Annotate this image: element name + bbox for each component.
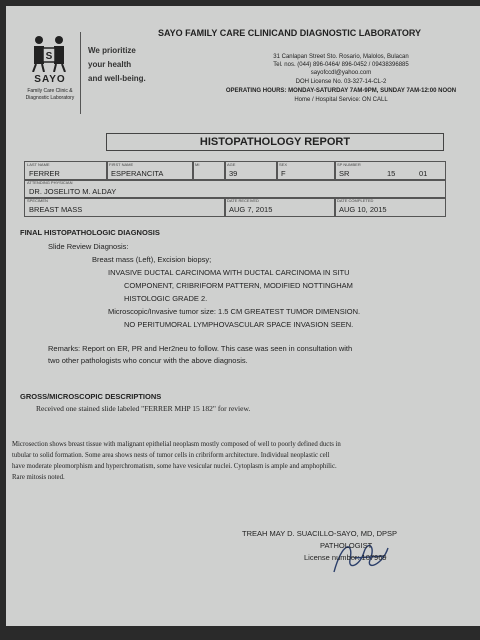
field-value: 01 [419,169,428,178]
age-field [224,161,278,181]
logo-subtitle: Family Care Clinic & Diagnostic Laboratory [25,88,75,101]
field-value: F [281,169,286,178]
field-value: AUG 10, 2015 [339,205,387,214]
diagnosis-line: HISTOLOGIC GRADE 2. [124,294,208,303]
gross-heading: GROSS/MICROSCOPIC DESCRIPTIONS [20,392,162,401]
field-label: AGE [227,162,236,167]
field-label: SP NUMBER [337,162,361,167]
field-label: FIRST NAME [109,162,134,167]
doh-license: DOH License No. 03-327-14-CL-2 [295,79,387,85]
gross-text: Received one stained slide labeled "FERRER MHP 15 182" for review. [36,404,251,413]
field-label: ATTENDING PHYSICIAN [27,180,73,185]
clinic-name: SAYO FAMILY CARE CLINICAND DIAGNOSTIC LABORATORY [158,28,422,38]
sp-number-field [334,161,446,181]
family-logo-icon [30,34,68,72]
report-page [6,6,480,626]
specimen-field [24,197,226,217]
diagnosis-line: Microscopic/Invasive tumor size: 1.5 CM GREATEST TUMOR DIMENSION. [108,307,361,316]
micro-line: tubular to solid formation. Some area shows nests of tumor cells in cribriform architecture. Individual neoplastic cell [12,452,330,459]
clinic-telephone: Tel. nos. (044) 896-0464/ 896-0452 / 09438396885 [273,62,409,68]
slide-review-label: Slide Review Diagnosis: [48,242,129,251]
svg-text:S: S [45,51,53,62]
diagnosis-line: INVASIVE DUCTAL CARCINOMA WITH DUCTAL CARCINOMA IN SITU [108,268,350,277]
field-value: FERRER [29,169,60,178]
signatory-title: PATHOLOGIST [320,541,373,550]
field-label: DATE RECEIVED [227,198,259,203]
field-label: SEX [279,162,288,167]
home-service: Home / Hospital Service: ON CALL [294,97,388,103]
first-name-field [106,161,194,181]
signatory-name: TREAH MAY D. SUACILLO-SAYO, MD, DPSP [242,529,398,538]
tagline-line: and well-being. [88,74,146,83]
field-value: DR. JOSELITO M. ALDAY [29,187,117,196]
field-value: AUG 7, 2015 [229,205,273,214]
date-received-field [224,197,336,217]
field-value: 39 [229,169,238,178]
clinic-email: sayofccdl@yahoo.com [310,70,372,76]
sex-field [276,161,336,181]
micro-line: Rare mitosis noted. [12,474,65,481]
remarks-line: two other pathologists who concur with the above diagnosis. [48,356,248,365]
clinic-address: 31 Canlapan Street Sto. Rosario, Malolos, Bulacan [273,54,409,60]
field-value: BREAST MASS [29,205,83,214]
field-value: SR [339,169,350,178]
remarks-line: Remarks: Report on ER, PR and Her2neu to follow. This case was seen in consultation with [48,344,353,353]
field-value: ESPERANCITA [111,169,164,178]
signatory-license: License number: 107969 [304,553,387,562]
physician-field [24,179,446,199]
field-label: MI [195,162,200,167]
field-label: DATE COMPLETED [337,198,374,203]
field-label: SPECIMEN [27,198,48,203]
clinic-logo [20,32,81,114]
report-title: HISTOPATHOLOGY REPORT [106,133,444,151]
tagline-line: your health [88,60,132,69]
micro-line: Microsection shows breast tissue with malignant epithelial neoplasm mostly composed of well to poorly defined ducts in [12,441,341,448]
middle-initial-field [192,161,226,181]
last-name-field [24,161,108,181]
diagnosis-line: COMPONENT, CRIBRIFORM PATTERN, MODIFIED NOTTINGHAM [124,281,353,290]
tagline-line: We prioritize [88,46,136,55]
operating-hours: OPERATING HOURS: MONDAY-SATURDAY 7AM-9PM, SUNDAY 7AM-12:00 NOON [225,88,457,94]
date-completed-field [334,197,446,217]
clinic-tagline [88,44,166,86]
field-value: 15 [387,169,396,178]
diagnosis-line: NO PERITUMORAL LYMPHOVASCULAR SPACE INVASION SEEN. [124,320,354,329]
micro-line: have moderate pleomorphism and hyperchromatism, some have vesicular nuclei. Cytoplasm is ample and amphophilic. [12,463,337,470]
logo-name: SAYO [34,74,66,85]
diagnosis-heading: FINAL HISTOPATHOLOGIC DIAGNOSIS [20,228,160,237]
field-label: LAST NAME [27,162,50,167]
diagnosis-site: Breast mass (Left), Excision biopsy; [92,255,212,264]
